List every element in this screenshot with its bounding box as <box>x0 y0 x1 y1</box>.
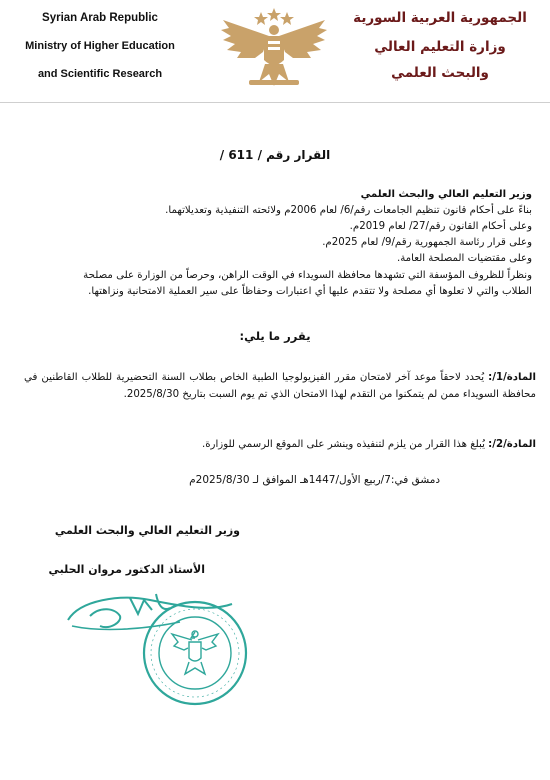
article-label: المادة/1/: <box>488 372 536 383</box>
header-divider <box>0 102 550 103</box>
preamble-line: ونظراً للظروف المؤسفة التي تشهدها محافظة السويداء في الوقت الراهن، وحرصاً من الوزارة على مصلحة <box>83 270 532 281</box>
date-line: دمشق في:7/ربيع الأول/1447هـ الموافق لـ 2025/8/30م <box>189 474 440 486</box>
signature-title: وزير التعليم العالي والبحث العلمي <box>54 524 240 537</box>
header-ar-country: الجمهورية العربية السورية <box>353 10 527 26</box>
article-text: يُحدد لاحقاً موعد آخر لامتحان مقرر الفيزيولوجيا الطبية الخاص بطلاب السنة التحضيرية للطلاب القاطنين في محافظة السويداء ممن لم يتمكنوا من التقدم لهذا الامتحان الذي تم يوم السبت بتاريخ 2025/8/30. <box>24 372 536 400</box>
header-en-ministry: Ministry of Higher Education <box>25 40 175 52</box>
syrian-eagle-emblem-icon <box>215 6 333 90</box>
header-en-research: and Scientific Research <box>37 68 163 80</box>
decision-number: القرار رقم / 611 / <box>219 148 331 162</box>
preamble-line: وعلى قرار رئاسة الجمهورية رقم/9/ لعام 2025م. <box>322 237 532 248</box>
preamble-line: وعلى مقتضيات المصلحة العامة. <box>396 253 532 264</box>
article-1 <box>24 369 536 403</box>
official-stamp-icon <box>140 598 250 708</box>
preamble-minister: وزير التعليم العالي والبحث العلمي <box>360 189 532 200</box>
preamble-line: بناءً على أحكام قانون تنظيم الجامعات رقم/6/ لعام 2006م ولائحته التنفيذية وتعديلاتهما. <box>165 205 532 216</box>
preamble-line: وعلى أحكام القانون رقم/27/ لعام 2019م. <box>349 221 532 232</box>
article-2 <box>24 436 536 453</box>
header-en-country: Syrian Arab Republic <box>42 12 158 24</box>
preamble-line: الطلاب والتي لا تعلوها أي مصلحة ولا تتقدم عليها أي اعتبارات وحفاظاً على سير العملية الامتحانية ونزاهتها. <box>88 286 532 297</box>
header-ar-ministry: وزارة التعليم العالي <box>374 39 506 55</box>
article-text: يُبلغ هذا القرار من يلزم لتنفيذه وينشر على الموقع الرسمي للوزارة. <box>201 439 485 450</box>
header-ar-research: والبحث العلمي <box>391 65 489 81</box>
resolves-heading: يقرر ما يلي: <box>239 329 311 343</box>
article-label: المادة/2/: <box>488 439 536 450</box>
signature-name: الأستاذ الدكتور مروان الحلبي <box>48 563 205 576</box>
